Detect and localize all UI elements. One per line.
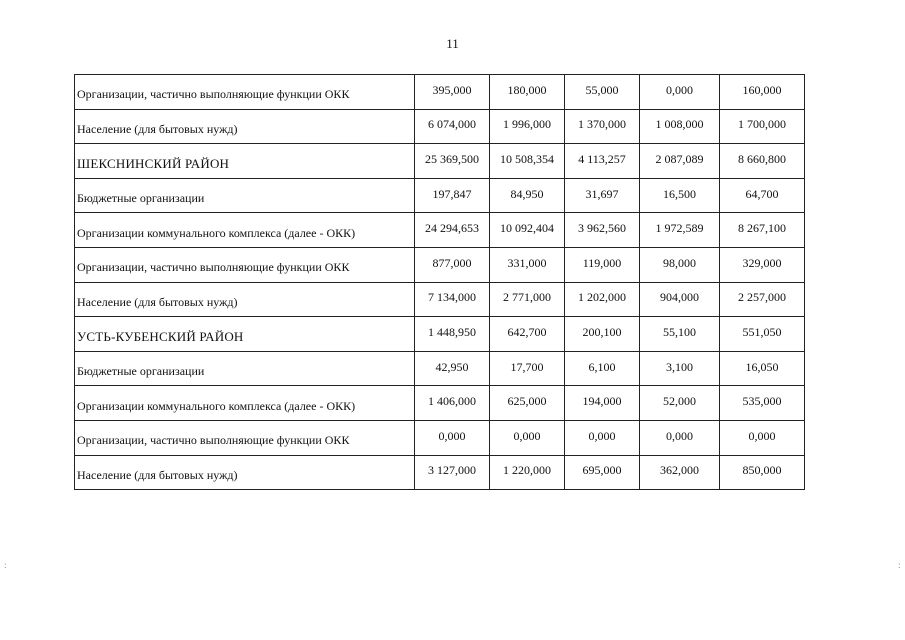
value-cell: 0,000 <box>415 420 490 455</box>
value-cell: 7 134,000 <box>415 282 490 317</box>
value-cell: 0,000 <box>720 420 805 455</box>
value-cell: 904,000 <box>640 282 720 317</box>
value-cell: 98,000 <box>640 247 720 282</box>
value-cell: 1 406,000 <box>415 386 490 421</box>
value-cell: 331,000 <box>490 247 565 282</box>
value-cell: 8 660,800 <box>720 144 805 179</box>
value-cell: 84,950 <box>490 178 565 213</box>
value-cell: 0,000 <box>640 75 720 110</box>
scan-edge-mark-left: : <box>4 560 7 570</box>
table-row <box>75 247 805 282</box>
value-cell: 16,050 <box>720 351 805 386</box>
data-table <box>74 74 805 490</box>
table-body <box>75 75 805 490</box>
page-number: 11 <box>446 36 459 51</box>
value-cell: 64,700 <box>720 178 805 213</box>
value-cell: 194,000 <box>565 386 640 421</box>
value-cell: 197,847 <box>415 178 490 213</box>
table-row <box>75 178 805 213</box>
value-cell: 6,100 <box>565 351 640 386</box>
value-cell: 3,100 <box>640 351 720 386</box>
scan-edge-mark-right: : <box>898 560 901 570</box>
category-label-cell: Организации, частично выполняющие функции ОКК <box>75 247 415 282</box>
value-cell: 850,000 <box>720 455 805 490</box>
value-cell: 42,950 <box>415 351 490 386</box>
value-cell: 0,000 <box>640 420 720 455</box>
value-cell: 395,000 <box>415 75 490 110</box>
value-cell: 52,000 <box>640 386 720 421</box>
value-cell: 2 087,089 <box>640 144 720 179</box>
category-label-cell: Население (для бытовых нужд) <box>75 455 415 490</box>
value-cell: 2 771,000 <box>490 282 565 317</box>
district-name-cell: ШЕКСНИНСКИЙ РАЙОН <box>75 144 415 179</box>
value-cell: 3 127,000 <box>415 455 490 490</box>
category-label-cell: Организации, частично выполняющие функции ОКК <box>75 75 415 110</box>
value-cell: 1 700,000 <box>720 109 805 144</box>
value-cell: 25 369,500 <box>415 144 490 179</box>
value-cell: 119,000 <box>565 247 640 282</box>
value-cell: 31,697 <box>565 178 640 213</box>
value-cell: 16,500 <box>640 178 720 213</box>
value-cell: 24 294,653 <box>415 213 490 248</box>
value-cell: 1 008,000 <box>640 109 720 144</box>
value-cell: 1 220,000 <box>490 455 565 490</box>
category-label-cell: Население (для бытовых нужд) <box>75 282 415 317</box>
district-name-cell: УСТЬ-КУБЕНСКИЙ РАЙОН <box>75 317 415 352</box>
value-cell: 329,000 <box>720 247 805 282</box>
value-cell: 1 996,000 <box>490 109 565 144</box>
district-row <box>75 317 805 352</box>
value-cell: 8 267,100 <box>720 213 805 248</box>
category-label-cell: Бюджетные организации <box>75 351 415 386</box>
value-cell: 0,000 <box>565 420 640 455</box>
value-cell: 180,000 <box>490 75 565 110</box>
value-cell: 160,000 <box>720 75 805 110</box>
table-row <box>75 282 805 317</box>
value-cell: 200,100 <box>565 317 640 352</box>
value-cell: 10 092,404 <box>490 213 565 248</box>
value-cell: 1 448,950 <box>415 317 490 352</box>
value-cell: 642,700 <box>490 317 565 352</box>
value-cell: 6 074,000 <box>415 109 490 144</box>
value-cell: 2 257,000 <box>720 282 805 317</box>
value-cell: 551,050 <box>720 317 805 352</box>
value-cell: 1 370,000 <box>565 109 640 144</box>
table-row <box>75 420 805 455</box>
value-cell: 10 508,354 <box>490 144 565 179</box>
value-cell: 17,700 <box>490 351 565 386</box>
value-cell: 55,000 <box>565 75 640 110</box>
table-row <box>75 351 805 386</box>
category-label-cell: Организации коммунального комплекса (далее - ОКК) <box>75 213 415 248</box>
table-row <box>75 75 805 110</box>
category-label-cell: Организации коммунального комплекса (далее - ОКК) <box>75 386 415 421</box>
category-label-cell: Организации, частично выполняющие функции ОКК <box>75 420 415 455</box>
value-cell: 1 972,589 <box>640 213 720 248</box>
value-cell: 695,000 <box>565 455 640 490</box>
table-row <box>75 455 805 490</box>
value-cell: 877,000 <box>415 247 490 282</box>
value-cell: 3 962,560 <box>565 213 640 248</box>
table-row <box>75 109 805 144</box>
category-label-cell: Бюджетные организации <box>75 178 415 213</box>
table-row <box>75 386 805 421</box>
value-cell: 362,000 <box>640 455 720 490</box>
table-row <box>75 213 805 248</box>
district-row <box>75 144 805 179</box>
value-cell: 1 202,000 <box>565 282 640 317</box>
value-cell: 535,000 <box>720 386 805 421</box>
value-cell: 0,000 <box>490 420 565 455</box>
value-cell: 55,100 <box>640 317 720 352</box>
value-cell: 625,000 <box>490 386 565 421</box>
value-cell: 4 113,257 <box>565 144 640 179</box>
category-label-cell: Население (для бытовых нужд) <box>75 109 415 144</box>
